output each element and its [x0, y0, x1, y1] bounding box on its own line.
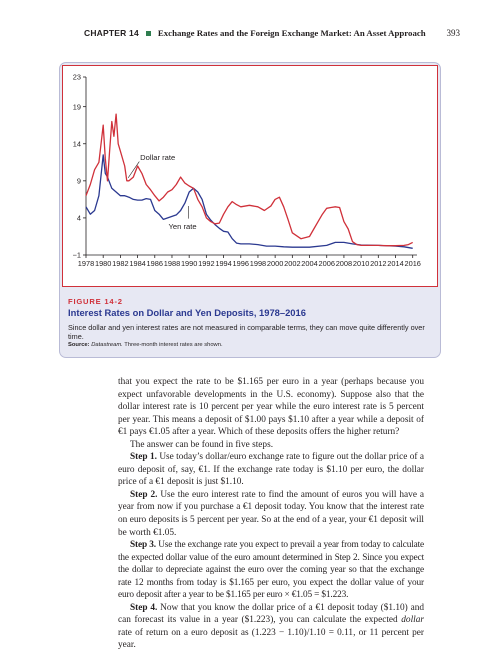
x-tick-label: 1998 [249, 259, 267, 268]
y-tick-label: 19 [72, 102, 81, 112]
y-tick-label: 14 [72, 139, 81, 149]
x-tick-label: 2010 [352, 259, 370, 268]
chart-panel [62, 65, 438, 287]
step-paragraph [118, 489, 424, 539]
x-tick-label: 1996 [232, 259, 249, 268]
figure-caption: Since dollar and yen interest rates are not measured in comparable terms, they can move quite differently over time. [68, 323, 425, 342]
step-label: Step 3. [130, 540, 156, 551]
x-tick-label: 2004 [301, 259, 318, 268]
x-tick-label: 1992 [198, 259, 215, 268]
dollar-rate-line [86, 114, 413, 246]
y-tick-label: 4 [76, 213, 81, 223]
x-tick-label: 2000 [266, 259, 284, 268]
y-tick-label: 9 [76, 176, 81, 186]
x-tick-label: 1980 [94, 259, 112, 268]
x-tick-label: 1982 [112, 259, 129, 268]
paragraph: The answer can be found in five steps. [130, 439, 274, 450]
step-paragraph [118, 451, 424, 489]
x-tick-label: 1990 [180, 259, 198, 268]
x-tick-label: 2002 [284, 259, 301, 268]
x-tick-label: 2016 [404, 259, 421, 268]
step-label: Step 4. [130, 602, 158, 613]
running-head [84, 28, 460, 38]
figure-title: Interest Rates on Dollar and Yen Deposits, 1978–2016 [68, 307, 306, 318]
step-paragraph [118, 539, 424, 602]
x-tick-label: 2014 [387, 259, 404, 268]
chapter-label: CHAPTER 14 [84, 28, 139, 38]
chapter-title: Exchange Rates and the Foreign Exchange Market: An Asset Approach [157, 28, 426, 38]
yen-rate-line [86, 155, 413, 248]
step-label: Step 2. [130, 489, 158, 500]
x-tick-label: 2012 [370, 259, 387, 268]
x-tick-label: 1994 [215, 259, 232, 268]
source-note: Three-month interest rates are shown. [122, 342, 223, 348]
page-number: 393 [446, 28, 460, 38]
y-tick-label: 23 [72, 72, 81, 82]
figure-source [68, 342, 436, 348]
paragraph: that you expect the rate to be $1.165 per euro in a year (perhaps because you expect unfavorable developments in the U.S. economy). Suppose also that the dollar interest rate is 10 percent per year while the euro interest rate is 5 percent per year. This means a deposit of $1.00 pays $1.10 after a year while a deposit of €1 pays €1.05 after a year. Which of these deposits offers the higher return? [118, 377, 424, 438]
source-label: Source: [68, 342, 90, 348]
bullet-icon [146, 31, 151, 36]
yen-rate-label: Yen rate [168, 222, 197, 232]
interest-rate-chart [63, 66, 436, 285]
x-tick-label: 2006 [318, 259, 335, 268]
step-text: Use the exchange rate you expect to prevail a year from today to calculate the expected dollar value of the euro amount determined in Step 2. Since you expect the dollar to depreciate against the euro over the coming year so that the exchange rate 12 months from today is $1.165 per euro, you expect the dollar value of your euro deposit after a year to be $1.165 per euro × €1.05 = $1.223. [118, 540, 425, 601]
step-text: Now that you know the dollar price of a €1 deposit today ($1.10) and can forecast its value in a year ($1.223), you can calculate the expected [118, 602, 424, 626]
dollar-rate-label: Dollar rate [140, 153, 176, 163]
figure-number: FIGURE 14-2 [68, 297, 123, 306]
source-name: Datastream. [91, 342, 123, 348]
step-paragraph [118, 602, 424, 652]
step-label: Step 1. [130, 452, 157, 463]
step-text: Use the euro interest rate to find the amount of euros you will have a year from now if you purchase a €1 deposit today. You know that the interest rate on euro deposits is 5 percent per year. So at the end of a year, your €1 deposit will be worth €1.05. [118, 489, 424, 538]
x-tick-label: 1986 [146, 259, 164, 268]
x-tick-label: 1984 [129, 259, 146, 268]
step-text: rate of return on a euro deposit as (1.223 − 1.10)/1.10 = 0.11, or 11 percent per year. [118, 627, 424, 651]
x-tick-label: 1978 [77, 259, 95, 268]
emphasis: dollar [401, 615, 424, 626]
x-tick-label: 2008 [335, 259, 353, 268]
y-tick-label: −1 [72, 250, 81, 260]
x-tick-label: 1988 [163, 259, 181, 268]
body-text [118, 376, 424, 652]
step-text: Use today’s dollar/euro exchange rate to figure out the dollar price of a euro deposit of, say, €1. If the exchange rate today is $1.10 per euro, the dollar price of a €1 deposit is just $1.10. [118, 452, 424, 488]
